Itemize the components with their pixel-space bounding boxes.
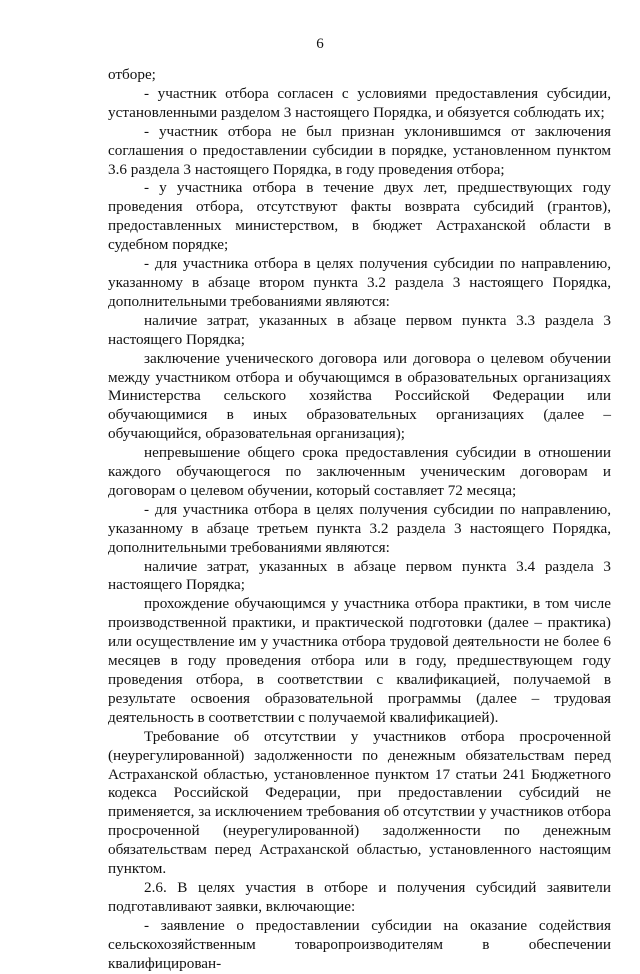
paragraph: - для участника отбора в целях получения субсидии по направлению, указанному в абзаце втором пункта 3.2 раздела 3 настоящего Порядка, дополнительными требованиями являются:	[108, 255, 611, 310]
paragraph: Требование об отсутствии у участников отбора просроченной (неурегулированной) задолженности по денежным обязательствам перед Астраханской областью, установленное пунктом 17 статьи 241 Бюджетного кодекса Российской Федерации, при предоставлении субсидий не применяется, за исключением требования об отсутствии у участников отбора просроченной (неурегулированной) задолженности по денежным обязательствам перед Астраханской областью, установленного настоящим пунктом.	[108, 727, 611, 878]
paragraph-continuation: отборе;	[108, 66, 156, 83]
paragraph: заключение ученического договора или договора о целевом обучении между участником отбора и обучающимся в образовательных организациях Министерства сельского хозяйства Российской Федерации или обучающимися в иных образовательных организациях (далее – обучающийся, образовательная организация);	[108, 349, 611, 443]
document-body	[108, 66, 611, 974]
paragraph: непревышение общего срока предоставления субсидии в отношении каждого обучающегося по заключенным ученическим договорам и договорам о целевом обучении, который составляет 72 месяца;	[108, 444, 611, 499]
page-number: 6	[316, 36, 324, 52]
paragraph: 2.6. В целях участия в отборе и получения субсидий заявители подготавливают заявки, включающие:	[108, 878, 611, 915]
paragraph: - заявление о предоставлении субсидии на оказание содействия сельскохозяйственным товаропроизводителям в обеспечении квалифицирован-	[108, 916, 611, 972]
paragraph: прохождение обучающимся у участника отбора практики, в том числе производственной практики, и практической подготовки (далее – практика) или осуществление им у участника отбора трудовой деятельности не более 6 месяцев в году проведения отбора или в году, предшествующем году проведения отбора, в соответствии с квалификацией, получаемой в результате освоения образовательной программы (далее – трудовая деятельность в соответствии с получаемой квалификацией).	[108, 595, 611, 726]
paragraph: - участник отбора согласен с условиями предоставления субсидии, установленными разделом 3 настоящего Порядка, и обязуется соблюдать их;	[108, 84, 611, 121]
paragraph: наличие затрат, указанных в абзаце первом пункта 3.3 раздела 3 настоящего Порядка;	[108, 311, 611, 348]
paragraph: - для участника отбора в целях получения субсидии по направлению, указанному в абзаце третьем пункта 3.2 раздела 3 настоящего Порядка, дополнительными требованиями являются:	[108, 500, 611, 556]
paragraph: - участник отбора не был признан уклонившимся от заключения соглашения о предоставлении субсидии в порядке, установленном пунктом 3.6 раздела 3 настоящего Порядка, в году проведения отбора;	[108, 122, 611, 178]
paragraph: - у участника отбора в течение двух лет, предшествующих году проведения отбора, отсутствуют факты возврата субсидий (грантов), предоставленных министерством, в бюджет Астраханской области в судебном порядке;	[108, 179, 611, 254]
paragraph: наличие затрат, указанных в абзаце первом пункта 3.4 раздела 3 настоящего Порядка;	[108, 557, 611, 594]
